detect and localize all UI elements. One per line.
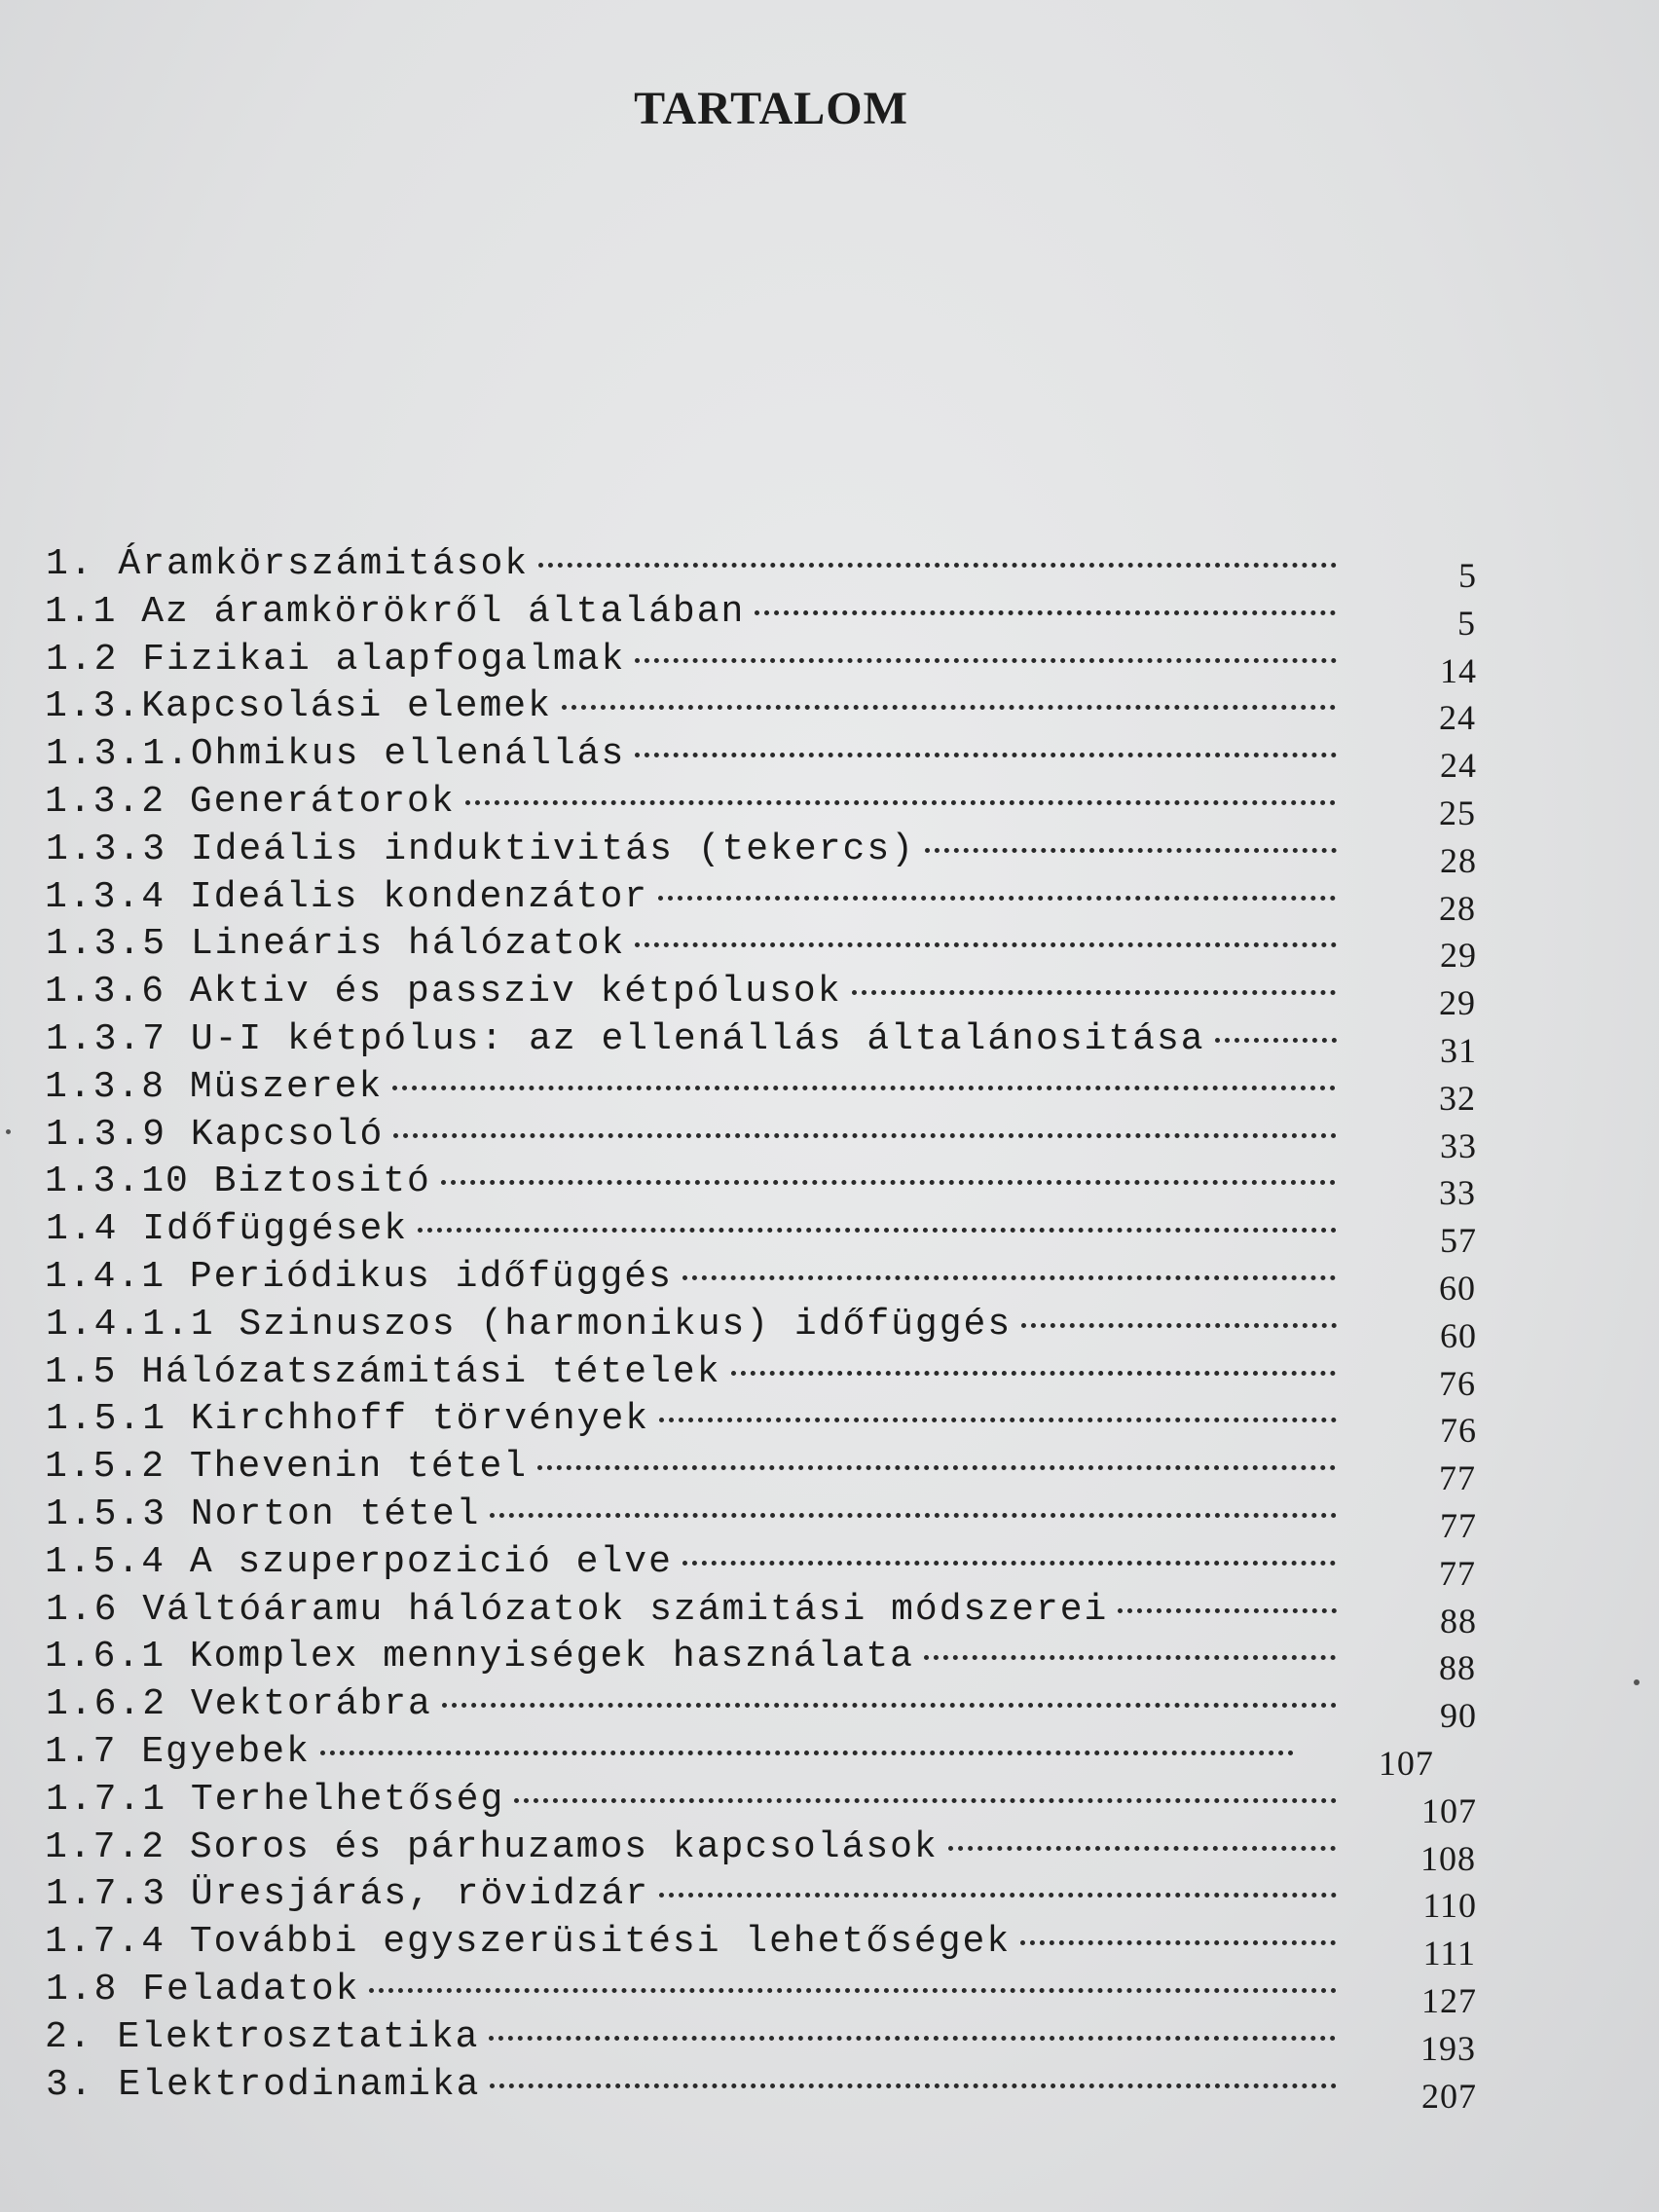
page-number: 193 — [1420, 2028, 1476, 2068]
toc-entry — [45, 1349, 1476, 1403]
entry-title: 1.7 Egyebek — [45, 1730, 311, 1773]
toc-entry — [45, 874, 1476, 928]
page-number: 5 — [1457, 603, 1476, 643]
entry-title: 1. Áramkörszámitások — [46, 543, 530, 585]
page-number: 28 — [1439, 888, 1476, 928]
paper-speck — [6, 1129, 11, 1134]
entry-title: 1.6.2 Vektorábra — [46, 1683, 432, 1726]
page-number: 77 — [1439, 1553, 1476, 1593]
entry-title: 1.5.4 A szuperpozició elve — [45, 1540, 673, 1583]
page-number: 24 — [1439, 698, 1476, 738]
entry-title: 1.5.3 Norton tétel — [46, 1493, 481, 1535]
page-number: 24 — [1440, 746, 1477, 786]
toc-entry — [46, 1206, 1477, 1261]
dot-leader — [442, 1703, 1337, 1708]
dot-leader — [659, 1893, 1337, 1898]
toc-entry — [45, 1064, 1476, 1118]
dot-leader — [682, 1275, 1336, 1280]
toc-entry — [45, 779, 1476, 832]
page-title: TARTALOM — [634, 83, 908, 135]
dot-leader — [755, 610, 1336, 615]
toc-entry — [46, 921, 1477, 976]
entry-title: 1.7.2 Soros és párhuzamos kapcsolások — [45, 1825, 939, 1868]
dot-leader — [369, 1988, 1337, 1993]
page-number: 108 — [1420, 1838, 1476, 1878]
entry-title: 1.3.8 Müszerek — [45, 1065, 384, 1108]
dot-leader — [418, 1228, 1337, 1233]
entry-title: 1.6 Váltóáramu hálózatok számitási módszerei — [46, 1588, 1109, 1631]
dot-leader — [537, 1465, 1336, 1470]
toc-entry — [46, 1396, 1477, 1451]
toc-entry — [46, 637, 1477, 690]
dot-leader — [659, 1418, 1337, 1422]
dot-leader — [320, 1751, 1294, 1755]
entry-title: 1.2 Fizikai alapfogalmak — [46, 638, 626, 681]
dot-leader — [682, 1561, 1336, 1566]
toc-entry — [45, 1254, 1476, 1308]
paper-speck — [1634, 1679, 1640, 1685]
table-of-contents — [45, 541, 1477, 2116]
toc-entry — [46, 1016, 1477, 1070]
toc-entry — [45, 1919, 1476, 1973]
entry-title: 1.3.5 Lineáris hálózatok — [46, 923, 626, 966]
dot-leader — [635, 658, 1337, 663]
dot-leader — [1020, 1940, 1336, 1945]
entry-title: 1.3.10 Biztositó — [45, 1161, 431, 1203]
page-number: 111 — [1422, 1934, 1476, 1973]
toc-entry — [45, 1825, 1476, 1878]
page-number: 32 — [1439, 1078, 1476, 1118]
entry-title: 1.3.1.Ohmikus ellenállás — [46, 733, 626, 776]
entry-title: 1.8 Feladatok — [46, 1968, 360, 2010]
page-number: 29 — [1440, 936, 1477, 976]
page-number: 77 — [1439, 1458, 1476, 1498]
toc-entry — [46, 1967, 1477, 2020]
entry-title: 1.3.2 Generátorok — [45, 780, 456, 823]
toc-entry — [46, 1777, 1477, 1830]
page-number: 28 — [1440, 840, 1477, 880]
entry-title: 1.5.1 Kirchhoff törvények — [46, 1398, 650, 1441]
dot-leader — [1215, 1038, 1337, 1043]
dot-leader — [1021, 1323, 1337, 1328]
page-number: 90 — [1440, 1696, 1477, 1736]
dot-leader — [925, 848, 1337, 853]
page-number: 33 — [1439, 1173, 1476, 1213]
entry-title: 1.3.3 Ideális induktivitás (tekercs) — [46, 828, 915, 870]
page-number: 25 — [1439, 793, 1476, 832]
toc-entry — [45, 1444, 1476, 1498]
dot-leader — [393, 1133, 1337, 1138]
dot-leader — [852, 990, 1336, 995]
page-number: 88 — [1440, 1601, 1477, 1641]
page-number: 88 — [1439, 1648, 1476, 1688]
dot-leader — [490, 2083, 1337, 2088]
dot-leader — [1118, 1608, 1337, 1613]
page-number: 60 — [1440, 1315, 1477, 1355]
dot-leader — [924, 1655, 1336, 1660]
entry-title: 2. Elektrosztatika — [45, 2015, 480, 2058]
entry-title: 1.5.2 Thevenin tétel — [45, 1446, 529, 1489]
dot-leader — [635, 942, 1337, 947]
dot-leader — [731, 1371, 1336, 1376]
toc-entry — [46, 1302, 1477, 1355]
entry-title: 1.3.9 Kapcsoló — [46, 1113, 385, 1156]
page-number: 29 — [1439, 983, 1476, 1023]
dot-leader — [635, 753, 1337, 757]
toc-entry — [45, 969, 1476, 1023]
entry-title: 1.4 Időfüggések — [46, 1208, 409, 1251]
toc-entry — [45, 589, 1476, 643]
entry-title: 1.3.Kapcsolási elemek — [45, 685, 552, 728]
entry-title: 3. Elektrodinamika — [46, 2063, 481, 2106]
page-number: 5 — [1458, 556, 1477, 595]
toc-entry — [45, 1159, 1476, 1213]
page-number: 77 — [1440, 1505, 1477, 1545]
page-number: 127 — [1421, 1980, 1477, 2020]
entry-title: 1.3.7 U-I kétpólus: az ellenállás általánositása — [46, 1017, 1205, 1060]
dot-leader — [441, 1180, 1336, 1185]
dot-leader — [562, 705, 1336, 710]
toc-entry — [46, 827, 1477, 880]
page-number: 110 — [1422, 1886, 1477, 1926]
entry-title: 1.1 Az áramkörökről általában — [45, 590, 746, 633]
entry-title: 1.7.1 Terhelhetőség — [46, 1778, 505, 1821]
toc-entry — [45, 1729, 1476, 1783]
entry-title: 1.6.1 Komplex mennyiségek használata — [45, 1636, 914, 1678]
page-number: 207 — [1421, 2076, 1477, 2116]
toc-entry — [46, 1587, 1477, 1641]
page-number: 33 — [1440, 1125, 1477, 1165]
entry-title: 1.4.1.1 Szinuszos (harmonikus) időfüggés — [46, 1303, 1013, 1346]
entry-title: 1.5 Hálózatszámitási tételek — [45, 1350, 721, 1393]
dot-leader — [538, 563, 1337, 568]
toc-entry — [45, 2014, 1476, 2068]
toc-entry — [46, 2062, 1477, 2116]
dot-leader — [948, 1846, 1336, 1851]
dot-leader — [490, 1513, 1337, 1518]
dot-leader — [489, 2036, 1336, 2041]
dot-leader — [392, 1086, 1336, 1090]
page-number: 107 — [1378, 1743, 1434, 1783]
toc-entry — [45, 1539, 1476, 1593]
toc-entry — [46, 1681, 1477, 1736]
entry-title: 1.7.4 További egyszerüsitési lehetőségek — [45, 1921, 1012, 1964]
toc-entry — [46, 1492, 1477, 1545]
page-number: 76 — [1439, 1363, 1476, 1403]
page-number: 60 — [1439, 1268, 1476, 1308]
dot-leader — [658, 896, 1336, 901]
toc-entry — [46, 1871, 1477, 1926]
entry-title: 1.3.4 Ideális kondenzátor — [45, 875, 649, 918]
toc-entry — [45, 683, 1476, 738]
toc-entry — [46, 541, 1477, 595]
entry-title: 1.3.6 Aktiv és passziv kétpólusok — [45, 971, 842, 1014]
page-number: 14 — [1440, 650, 1477, 690]
dot-leader — [514, 1798, 1337, 1803]
entry-title: 1.4.1 Periódikus időfüggés — [45, 1255, 673, 1298]
toc-entry — [45, 1634, 1476, 1688]
page-number: 107 — [1421, 1790, 1477, 1830]
page-number: 76 — [1440, 1411, 1477, 1451]
toc-entry — [46, 1112, 1477, 1165]
page-number: 31 — [1440, 1030, 1477, 1070]
toc-entry — [46, 731, 1477, 786]
entry-title: 1.7.3 Üresjárás, rövidzár — [46, 1873, 650, 1916]
page-number: 57 — [1440, 1221, 1477, 1261]
dot-leader — [465, 800, 1336, 805]
